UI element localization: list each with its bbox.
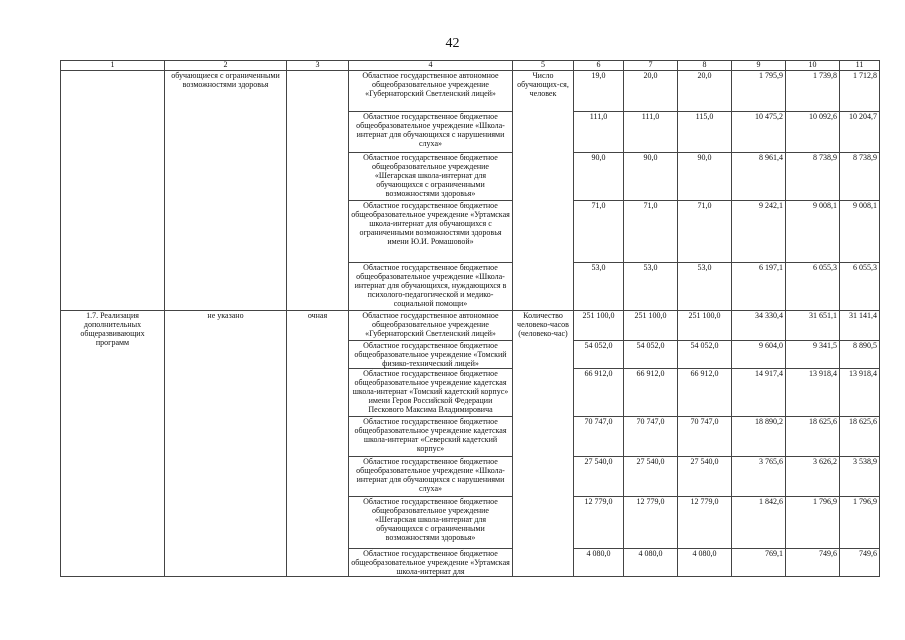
table-row	[61, 71, 880, 112]
column-number-1: 1	[61, 61, 165, 71]
value-cell: 90,0	[574, 153, 624, 201]
value-cell: 3 538,9	[840, 457, 880, 497]
form-cell-empty	[287, 71, 349, 311]
value-cell: 66 912,0	[678, 369, 732, 417]
value-cell: 70 747,0	[678, 417, 732, 457]
value-cell: 18 625,6	[786, 417, 840, 457]
column-number-10: 10	[786, 61, 840, 71]
value-cell: 27 540,0	[678, 457, 732, 497]
column-number-4: 4	[349, 61, 513, 71]
value-cell: 3 626,2	[786, 457, 840, 497]
institution-name: Областное государственное автономное общеобразовательное учреждение «Губернаторский Светленский лицей»	[349, 71, 513, 112]
value-cell: 18 890,2	[732, 417, 786, 457]
value-cell: 6 055,3	[840, 263, 880, 311]
column-number-8: 8	[678, 61, 732, 71]
value-cell: 111,0	[574, 112, 624, 153]
value-cell: 251 100,0	[678, 311, 732, 341]
value-cell: 9 008,1	[840, 201, 880, 263]
institution-name: Областное государственное бюджетное общеобразовательное учреждение «Школа-интернат для обучающихся с нарушениями слуха»	[349, 457, 513, 497]
value-cell: 8 961,4	[732, 153, 786, 201]
value-cell: 1 796,9	[786, 497, 840, 549]
institution-name: Областное государственное бюджетное общеобразовательное учреждение «Шегарская школа-интернат для обучающихся с ограниченными возможностями здоровья»	[349, 497, 513, 549]
value-cell: 12 779,0	[624, 497, 678, 549]
value-cell: 90,0	[624, 153, 678, 201]
value-cell: 1 712,8	[840, 71, 880, 112]
institution-name: Областное государственное бюджетное общеобразовательное учреждение «Уртамская школа-интернат для обучающихся с ограниченными возможностями здоровья имени Ю.И. Ромашовой»	[349, 201, 513, 263]
value-cell: 8 738,9	[786, 153, 840, 201]
value-cell: 251 100,0	[574, 311, 624, 341]
value-cell: 14 917,4	[732, 369, 786, 417]
value-cell: 20,0	[678, 71, 732, 112]
institution-name: Областное государственное бюджетное общеобразовательное учреждение кадетская школа-интернат «Северский кадетский корпус»	[349, 417, 513, 457]
value-cell: 66 912,0	[574, 369, 624, 417]
data-table	[60, 60, 880, 577]
value-cell: 27 540,0	[624, 457, 678, 497]
value-cell: 4 080,0	[678, 549, 732, 577]
value-cell: 749,6	[840, 549, 880, 577]
column-number-7: 7	[624, 61, 678, 71]
value-cell: 71,0	[574, 201, 624, 263]
value-cell: 4 080,0	[574, 549, 624, 577]
column-number-9: 9	[732, 61, 786, 71]
value-cell: 251 100,0	[624, 311, 678, 341]
value-cell: 66 912,0	[624, 369, 678, 417]
value-cell: 70 747,0	[574, 417, 624, 457]
value-cell: 34 330,4	[732, 311, 786, 341]
institution-name: Областное государственное бюджетное общеобразовательное учреждение «Уртамская школа-интернат для	[349, 549, 513, 577]
value-cell: 4 080,0	[624, 549, 678, 577]
value-cell: 9 008,1	[786, 201, 840, 263]
value-cell: 9 604,0	[732, 341, 786, 369]
column-number-5: 5	[513, 61, 574, 71]
value-cell: 6 197,1	[732, 263, 786, 311]
value-cell: 115,0	[678, 112, 732, 153]
value-cell: 1 842,6	[732, 497, 786, 549]
value-cell: 1 796,9	[840, 497, 880, 549]
value-cell: 90,0	[678, 153, 732, 201]
institution-name: Областное государственное бюджетное общеобразовательное учреждение «Томский физико-технический лицей»	[349, 341, 513, 369]
category-cell: обучающиеся с ограниченными возможностями здоровья	[165, 71, 287, 311]
value-cell: 54 052,0	[624, 341, 678, 369]
value-cell: 53,0	[678, 263, 732, 311]
value-cell: 71,0	[678, 201, 732, 263]
value-cell: 20,0	[624, 71, 678, 112]
value-cell: 8 890,5	[840, 341, 880, 369]
value-cell: 8 738,9	[840, 153, 880, 201]
value-cell: 54 052,0	[574, 341, 624, 369]
value-cell: 111,0	[624, 112, 678, 153]
column-number-3: 3	[287, 61, 349, 71]
value-cell: 70 747,0	[624, 417, 678, 457]
column-number-11: 11	[840, 61, 880, 71]
header-row	[61, 61, 880, 71]
institution-name: Областное государственное бюджетное общеобразовательное учреждение «Шегарская школа-интернат для обучающихся с ограниченными возможностями здоровья»	[349, 153, 513, 201]
column-number-6: 6	[574, 61, 624, 71]
value-cell: 3 765,6	[732, 457, 786, 497]
value-cell: 53,0	[574, 263, 624, 311]
form-cell: очная	[287, 311, 349, 577]
value-cell: 54 052,0	[678, 341, 732, 369]
value-cell: 10 475,2	[732, 112, 786, 153]
value-cell: 769,1	[732, 549, 786, 577]
unit-cell: Число обучающих-ся, человек	[513, 71, 574, 311]
value-cell: 1 795,9	[732, 71, 786, 112]
value-cell: 71,0	[624, 201, 678, 263]
value-cell: 13 918,4	[786, 369, 840, 417]
activity-name: 1.7. Реализация дополнительных общеразвивающих программ	[61, 311, 165, 577]
value-cell: 1 739,8	[786, 71, 840, 112]
value-cell: 19,0	[574, 71, 624, 112]
unit-cell: Количество человеко-часов (человеко-час)	[513, 311, 574, 577]
value-cell: 27 540,0	[574, 457, 624, 497]
value-cell: 10 204,7	[840, 112, 880, 153]
value-cell: 53,0	[624, 263, 678, 311]
column-number-2: 2	[165, 61, 287, 71]
value-cell: 12 779,0	[574, 497, 624, 549]
value-cell: 31 651,1	[786, 311, 840, 341]
value-cell: 31 141,4	[840, 311, 880, 341]
value-cell: 9 341,5	[786, 341, 840, 369]
value-cell: 12 779,0	[678, 497, 732, 549]
value-cell: 18 625,6	[840, 417, 880, 457]
institution-name: Областное государственное бюджетное общеобразовательное учреждение «Школа-интернат для обучающихся с нарушениями слуха»	[349, 112, 513, 153]
category-cell: не указано	[165, 311, 287, 577]
institution-name: Областное государственное бюджетное общеобразовательное учреждение кадетская школа-интернат «Томский кадетский корпус» имени Героя Российской Федерации Пескового Максима Владимировича	[349, 369, 513, 417]
table-row	[61, 311, 880, 341]
value-cell: 749,6	[786, 549, 840, 577]
institution-name: Областное государственное автономное общеобразовательное учреждение «Губернаторский Светленский лицей»	[349, 311, 513, 341]
value-cell: 9 242,1	[732, 201, 786, 263]
value-cell: 10 092,6	[786, 112, 840, 153]
value-cell: 13 918,4	[840, 369, 880, 417]
institution-name: Областное государственное бюджетное общеобразовательное учреждение «Школа-интернат для обучающихся, нуждающихся в психолого-педагогической и медико-социальной помощи»	[349, 263, 513, 311]
value-cell: 6 055,3	[786, 263, 840, 311]
activity-name-empty	[61, 71, 165, 311]
page-number: 42	[445, 36, 460, 51]
